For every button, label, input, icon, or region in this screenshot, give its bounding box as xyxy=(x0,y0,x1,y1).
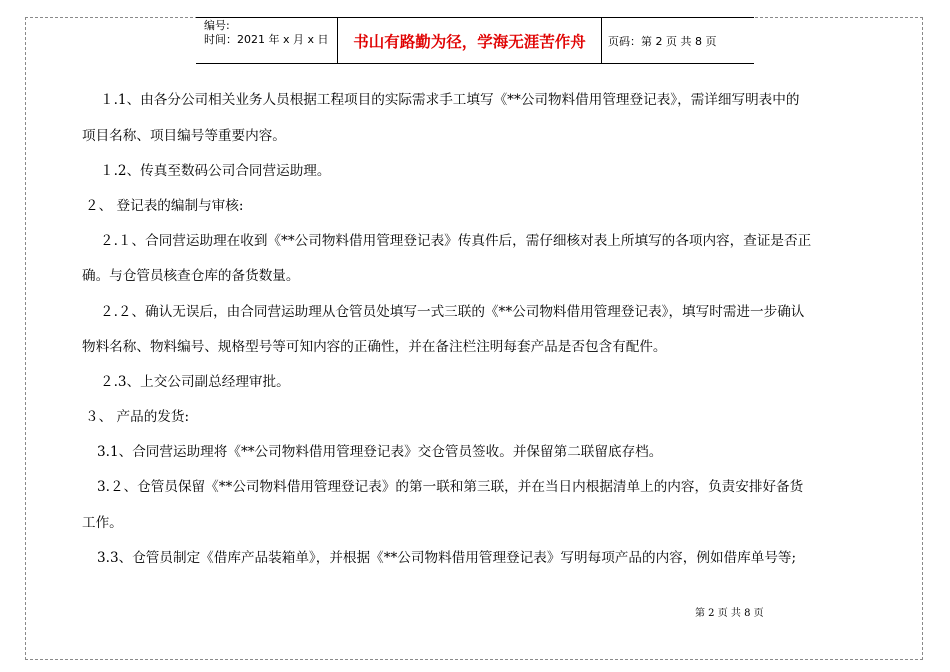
body-line-11: 3.1、合同营运助理将《**公司物料借用管理登记表》交仓管员签收。并保留第二联留底存档。 xyxy=(97,444,663,460)
header-motto: 书山有路勤为径，学海无涯苦作舟 xyxy=(338,18,602,63)
body-line-8: 物料名称、物料编号、规格型号等可知内容的正确性，并在备注栏注明每套产品是否包含有配件。 xyxy=(82,339,667,355)
section-heading-2: ２、 登记表的编制与审核: xyxy=(85,198,244,214)
body-line-1: １.1、由各分公司相关业务人员根据工程项目的实际需求手工填写《**公司物料借用管理登记表》，需详细写明表中的 xyxy=(100,92,800,108)
document-number-label: 编号: xyxy=(204,19,230,32)
body-line-6: 确。与仓管员核查仓库的备货数量。 xyxy=(82,268,300,284)
page-header xyxy=(196,17,754,64)
body-line-14: 3.3、仓管员制定《借库产品装箱单》，并根据《**公司物料借用管理登记表》写明每项产品的内容，例如借库单号等; xyxy=(97,550,797,566)
body-line-5: ２.１、合同营运助理在收到《**公司物料借用管理登记表》传真件后，需仔细核对表上所填写的各项内容，查证是否正 xyxy=(100,233,812,249)
body-line-3: １.2、传真至数码公司合同营运助理。 xyxy=(100,163,331,179)
body-line-12: 3.２、仓管员保留《**公司物料借用管理登记表》的第一联和第三联，并在当日内根据清单上的内容，负责安排好备货 xyxy=(97,479,804,495)
header-page-info: 页码：第 2 页 共 8 页 xyxy=(608,34,717,48)
document-time: 时间：2021 年 x 月 x 日 xyxy=(204,33,329,46)
body-line-7: ２.２、确认无误后，由合同营运助理从仓管员处填写一式三联的《**公司物料借用管理登记表》，填写时需进一步确认 xyxy=(100,304,805,320)
body-line-13: 工作。 xyxy=(82,515,123,531)
page-footer-number: 第 2 页 共 8 页 xyxy=(695,608,764,619)
header-meta xyxy=(196,18,338,63)
body-line-2: 项目名称、项目编号等重要内容。 xyxy=(82,128,286,144)
body-line-9: ２.3、上交公司副总经理审批。 xyxy=(100,374,290,390)
section-heading-3: ３、 产品的发货: xyxy=(85,409,190,425)
